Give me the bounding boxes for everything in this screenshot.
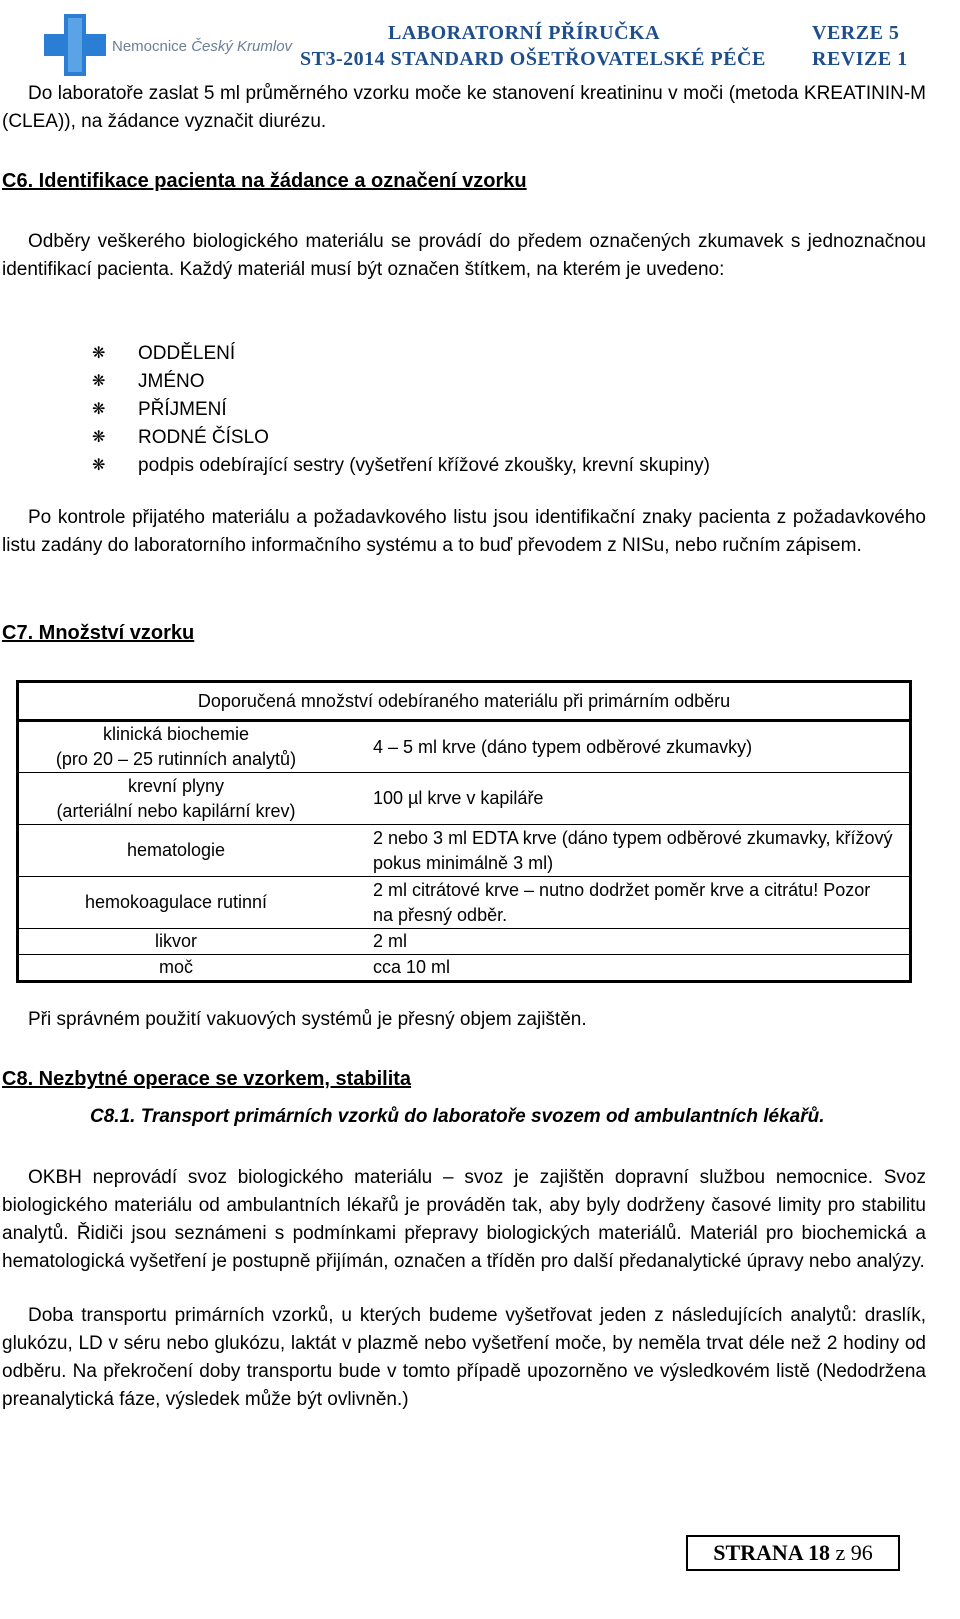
page-number: STRANA 18 [713,1540,830,1565]
material-name: klinická biochemie [102,724,250,744]
table-row [18,877,911,929]
amount-text-2: na přesný odběr. [373,904,508,925]
list-item [92,396,710,424]
material-cell [18,721,334,773]
section-c8-heading: C8. Nezbytné operace se vzorkem, stabilita [2,1068,412,1090]
hospital-cross-logo [44,14,106,76]
amount-text: 2 ml citrátové krve – nutno dodržet poměr krve a citrátu! Pozor [373,879,871,900]
amount-text: 4 – 5 ml krve (dáno typem odběrové zkumavky) [373,736,753,757]
amount-cell [333,955,911,982]
bullet-text: ODDĚLENÍ [138,343,236,364]
hospital-name [112,38,292,55]
amount-cell [333,721,911,773]
table-header: Doporučená množství odebíraného materiálu při primárním odběru [18,682,911,721]
asterisk-bullet-icon: ❋ [92,345,106,362]
material-name: hematologie [126,840,226,860]
asterisk-bullet-icon: ❋ [92,457,106,474]
c6-paragraph-2 [2,504,926,560]
intro-text: Do laboratoře zaslat 5 ml průměrného vzorku moče ke stanovení kreatininu v moči (metoda KREATININ-M (CLEA)), na žádance vyznačit diurézu. [2,83,926,132]
list-item [92,424,710,452]
material-cell [18,877,334,929]
table-row [18,825,911,877]
hospital-prefix: Nemocnice [112,38,192,55]
table-row [18,721,911,773]
bullet-text: RODNÉ ČÍSLO [138,427,269,448]
list-item [92,452,710,480]
material-name: likvor [154,931,197,951]
bullet-text: JMÉNO [138,371,205,392]
header-title-line1: LABORATORNÍ PŘÍRUČKA [388,22,661,44]
version-label: VERZE 5 [812,22,900,44]
amount-text: 2 ml [373,931,408,951]
c7-note-text: Při správném použití vakuových systémů je přesný objem zajištěn. [28,1009,587,1030]
c8-text-1: OKBH neprovádí svoz biologického materiálu – svoz je zajištěn dopravní službou nemocnice. Svoz biologického materiálu od ambulantních lékařů je prováděn tak, aby byly dodrženy časové limity pro stabilitu analytů. Řidiči jsou seznámeni s podmínkami přepravy biologických materiálů. Materiál pro biochemická a hematologická vyšetření je postupně přijímán, označen a tříděn pro další předanalytické úpravy nebo analýzy. [2,1167,926,1272]
material-cell [18,825,334,877]
c7-note [2,1006,926,1034]
amount-cell [333,825,911,877]
c6-text-2: Po kontrole přijatého materiálu a požadavkového listu jsou identifikační znaky pacienta z požadavkového listu zadány do laboratorního informačního systému a to buď převodem z NISu, nebo ručním zápisem. [2,507,926,556]
sample-quantity-table [16,680,912,983]
amount-text-2: pokus minimálně 3 ml) [373,852,554,873]
bullet-text: PŘÍJMENÍ [138,399,227,420]
amount-text: 100 µl krve v kapiláře [373,788,544,808]
amount-text: 2 nebo 3 ml EDTA krve (dáno typem odběrové zkumavky, křížový [373,827,893,848]
asterisk-bullet-icon: ❋ [92,401,106,418]
header-title [300,20,766,72]
asterisk-bullet-icon: ❋ [92,373,106,390]
page-number-box [686,1535,900,1571]
intro-paragraph [2,80,926,136]
material-cell [18,955,334,982]
material-name: moč [158,957,193,977]
amount-cell [333,877,911,929]
header-version [812,20,908,72]
section-c7-heading: C7. Množství vzorku [2,622,195,644]
table-row [18,773,911,825]
material-note: (pro 20 – 25 rutinních analytů) [55,749,297,769]
revision-label: REVIZE 1 [812,48,908,70]
material-note: (arteriální nebo kapilární krev) [56,800,296,821]
c6-bullet-list [92,340,710,480]
section-c81-heading: C8.1. Transport primárních vzorků do laboratoře svozem od ambulantních lékařů. [90,1106,825,1127]
bullet-text: podpis odebírající sestry (vyšetření křížové zkoušky, krevní skupiny) [138,455,710,476]
amount-text: cca 10 ml [373,957,451,977]
table-row [18,955,911,982]
material-name: hemokoagulace rutinní [84,892,268,912]
hospital-city: Český Krumlov [191,38,293,55]
c6-paragraph-1 [2,228,926,284]
amount-cell [333,929,911,955]
material-cell [18,773,334,825]
c8-paragraph-1 [2,1164,926,1276]
material-cell [18,929,334,955]
page-header [0,0,960,80]
amount-cell [333,773,911,825]
list-item [92,340,710,368]
c8-text-2: Doba transportu primárních vzorků, u kterých budeme vyšetřovat jeden z následujících analytů: draslík, glukózu, LD v séru nebo glukózu, laktát v plazmě nebo vyšetření moče, by neměla trvat déle než 2 hodiny od odběru. Na překročení doby transportu bude v tomto případě upozorněno ve výsledkovém listě (Nedodržena preanalytická fáze, výsledek může být ovlivněn.) [2,1305,926,1410]
table-row [18,929,911,955]
list-item [92,368,710,396]
c8-paragraph-2 [2,1302,926,1414]
section-c6-heading: C6. Identifikace pacienta na žádance a označení vzorku [2,170,527,192]
material-name: krevní plyny [127,775,225,796]
header-title-line2: ST3-2014 STANDARD OŠETŘOVATELSKÉ PÉČE [300,48,766,70]
asterisk-bullet-icon: ❋ [92,429,106,446]
page-total: z 96 [835,1540,873,1565]
c6-text-1: Odběry veškerého biologického materiálu se provádí do předem označených zkumavek s jednoznačnou identifikací pacienta. Každý materiál musí být označen štítkem, na kterém je uvedeno: [2,231,926,280]
table-header-row [18,682,911,721]
